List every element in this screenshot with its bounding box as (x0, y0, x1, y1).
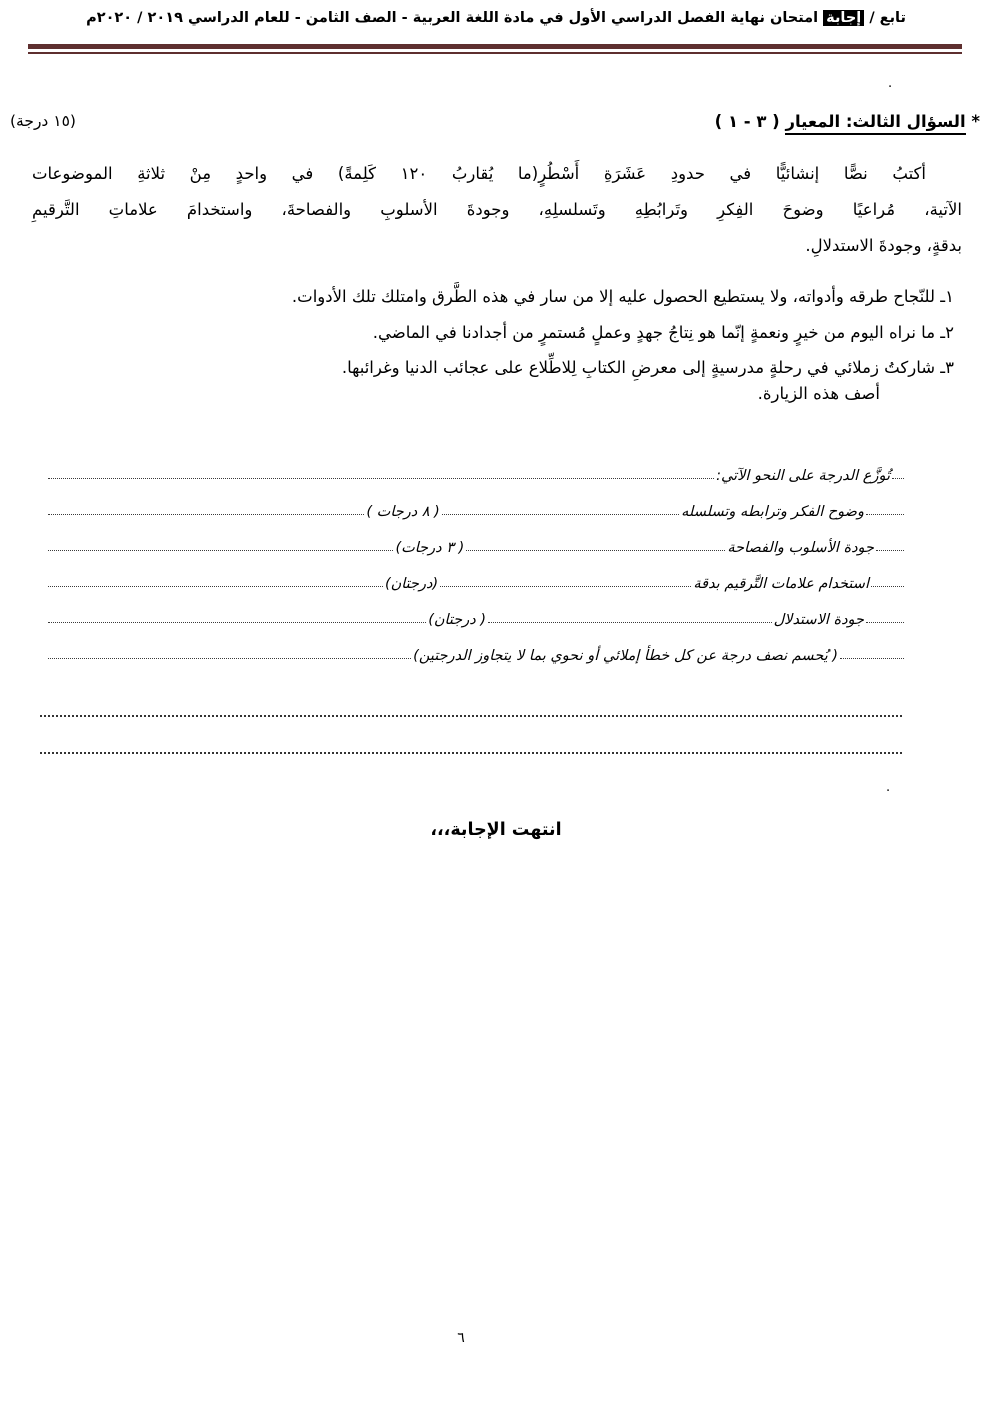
dotted-leader (48, 550, 393, 551)
page-header (28, 10, 964, 26)
stray-period-bottom: . (886, 780, 891, 795)
rubric-label: جودة الاستدلال (773, 612, 864, 628)
blank-dotted-line (40, 715, 902, 717)
dotted-leader (876, 550, 904, 551)
rubric-grade: (درجتان) (384, 576, 439, 592)
dotted-leader (440, 586, 691, 587)
dotted-leader (840, 658, 904, 659)
dotted-leader (871, 586, 904, 587)
rubric-label: استخدام علامات التَّرقيم بدقة (693, 576, 869, 592)
question-points: (١٥ درجة) (10, 112, 76, 130)
dotted-leader (892, 478, 904, 479)
topic-item: ٢ـ ما نراه اليوم من خيرٍ ونعمةٍ إنّما هو نِتاجُ جهدٍ وعملٍ مُستمرٍ من أجدادنا في الماضي. (372, 322, 954, 342)
topic-item: ٣ـ شاركتُ زملائي في رحلةٍ مدرسيةٍ إلى معرضِ الكتابِ لِلاطِّلاع على عجائب الدنيا وغرائبها. (341, 358, 954, 377)
question-criteria-range: ( ٣ - ١ ) (714, 112, 786, 131)
rubric-grade: ( ٣ درجات) (395, 540, 465, 556)
blank-dotted-line (40, 752, 902, 754)
stray-period-top: . (888, 76, 893, 91)
topic-closing-line: أصف هذه الزيارة. (757, 384, 880, 403)
header-answer-highlight: إجابة (823, 10, 864, 26)
rubric-note: ( يُحسم نصف درجة عن كل خطأ إملائي أو نحوي بما لا يتجاوز الدرجتين) (413, 648, 838, 664)
header-separator-thick (28, 44, 962, 49)
header-title: امتحان نهاية الفصل الدراسي الأول في مادة اللغة العربية - الصف الثامن - للعام الدراسي ٢٠١٩ / ٢٠٢٠م (86, 10, 824, 26)
header-separator-thin (28, 52, 962, 54)
prompt-line: الآتية، مُراعيًا وضوحَ الفِكرِ وتَرابُطِهِ وتَسلسلِهِ، وجودةَ الأسلوبِ والفصاحةَ، واستخدامَ علاماتِ التَّرقيمِ (32, 200, 962, 219)
dotted-leader (866, 622, 904, 623)
header-prefix: تابع / (864, 10, 906, 26)
page-number (0, 1330, 992, 1346)
topics-list (30, 279, 954, 386)
question-star: * (965, 112, 980, 131)
end-of-answer-text: انتهت الإجابة،،، (430, 820, 562, 840)
rubric-intro-row (48, 450, 904, 486)
question-title-underlined: السؤال الثالث: المعيار (785, 112, 965, 135)
question-title (715, 112, 980, 131)
dotted-leader (48, 514, 364, 515)
rubric-label: جودة الأسلوب والفصاحة (727, 540, 874, 556)
dotted-leader (466, 550, 725, 551)
prompt-line: أكتبُ نصًّا إنشائيًّا في حدودِ عَشَرَةِ أَسْطُرٍ(ما يُقاربُ ١٢٠ كَلِمةً) في واحدٍ مِنْ ثلاثةِ الموضوعات (32, 164, 926, 183)
dotted-leader (488, 622, 772, 623)
grading-rubric (48, 450, 904, 666)
rubric-row (48, 486, 904, 522)
rubric-row (48, 594, 904, 630)
question-heading-row (10, 112, 980, 131)
dotted-leader (442, 514, 679, 515)
rubric-label: وضوح الفكر وترابطه وتسلسله (681, 504, 864, 520)
rubric-grade: ( درجتان) (428, 612, 486, 628)
topic-item: ١ـ للنّجاح طرقه وأدواته، ولا يستطيع الحصول عليه إلا من سار في هذه الطَّرق وامتلك تلك الأدوات. (291, 287, 954, 306)
rubric-grade: ( ٨ درجات ) (366, 504, 440, 520)
dotted-leader (48, 478, 714, 479)
dotted-leader (48, 586, 383, 587)
rubric-intro: تُوزَّع الدرجة على النحو الآتي: (716, 468, 890, 484)
page-number-value: ٦ (457, 1330, 465, 1346)
rubric-note-row (48, 630, 904, 666)
prompt-line: بدقةٍ، وجودةَ الاستدلالِ. (805, 236, 962, 255)
rubric-row (48, 558, 904, 594)
dotted-leader (48, 622, 426, 623)
dotted-leader (48, 658, 411, 659)
rubric-row (48, 522, 904, 558)
question-prompt (32, 156, 962, 264)
dotted-leader (866, 514, 904, 515)
